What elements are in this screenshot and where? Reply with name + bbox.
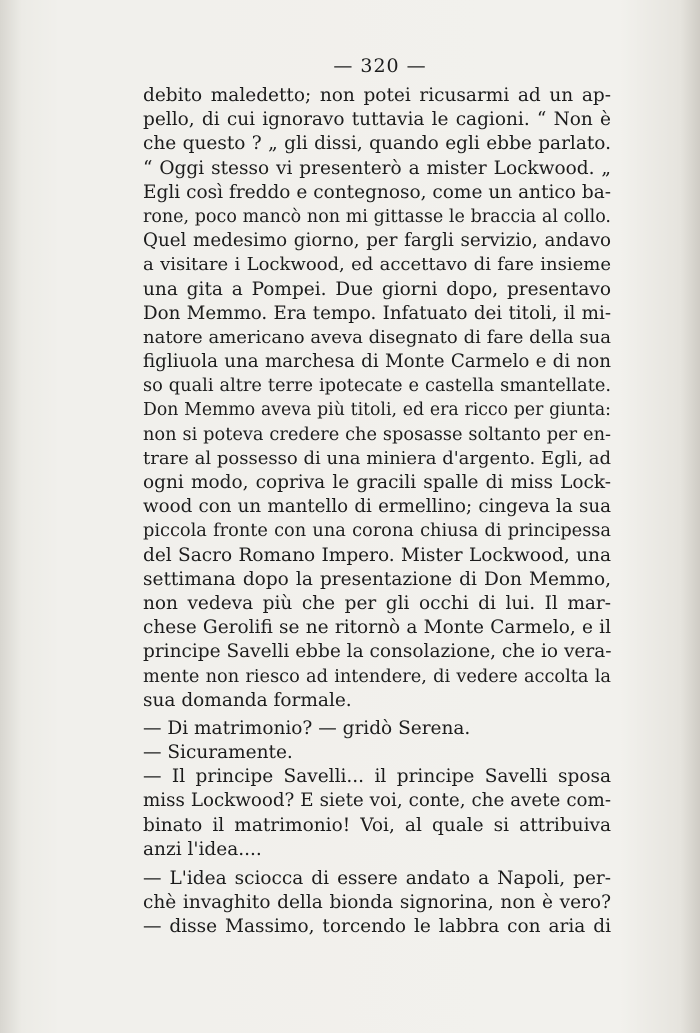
text-line: non si poteva credere che sposasse soltanto per en- xyxy=(143,424,611,445)
text-line: so quali altre terre ipotecate e castella smantellate. xyxy=(143,376,611,397)
main-text xyxy=(143,84,611,940)
text-line: principe Savelli ebbe la consolazione, che io vera- xyxy=(143,641,612,663)
page-number: — 320 — xyxy=(333,55,427,77)
text-line: a visitare i Lockwood, ed accettavo di fare insieme xyxy=(143,254,611,276)
text-line: non vedeva più che per gli occhi di lui. Il mar- xyxy=(143,592,611,614)
text-line: che questo ? „ gli dissi, quando egli ebbe parlato. xyxy=(143,133,611,155)
text-line: mente non riesco ad intendere, di vedere accolta la xyxy=(143,666,611,687)
dialogue-line: miss Lockwood? E siete voi, conte, che avete com- xyxy=(143,790,611,812)
text-line: Don Memmo. Era tempo. Infatuato dei titoli, il mi- xyxy=(143,302,611,324)
text-line: “ Oggi stesso vi presenterò a mister Lockwood. „ xyxy=(143,157,611,179)
dialogue-line: binato il matrimonio! Voi, al quale si attribuiva xyxy=(143,814,611,836)
dialogue-line: — Il principe Savelli... il principe Savelli sposa xyxy=(143,766,611,788)
text-line: wood con un mantello di ermellino; cingeva la sua xyxy=(143,496,611,518)
dialogue-line: — Di matrimonio? — gridò Serena. xyxy=(143,717,471,739)
text-line: Egli così freddo e contegnoso, come un antico ba- xyxy=(143,181,611,203)
text-line: chese Gerolifi se ne ritornò a Monte Carmelo, e il xyxy=(143,617,611,639)
dialogue-line: — L'idea sciocca di essere andato a Napoli, per- xyxy=(143,868,611,889)
text-line: ogni modo, copriva le gracili spalle di miss Lock- xyxy=(143,472,611,493)
text-line: piccola fronte con una corona chiusa di principessa xyxy=(143,521,611,542)
text-line: pello, di cui ignoravo tuttavia le cagioni. “ Non è xyxy=(143,109,611,131)
text-line: Don Memmo aveva più titoli, ed era ricco per giunta: xyxy=(143,400,611,421)
text-line: sua domanda formale. xyxy=(143,689,352,711)
text-line: natore americano aveva disegnato di fare della sua xyxy=(143,326,611,348)
text-line: del Sacro Romano Impero. Mister Lockwood, una xyxy=(143,544,611,566)
text-line: rone, poco mancò non mi gittasse le braccia al collo. xyxy=(143,206,611,227)
text-line: trare al possesso di una miniera d'argento. Egli, ad xyxy=(143,447,611,469)
text-line: debito maledetto; non potei ricusarmi ad un ap- xyxy=(143,85,611,106)
dialogue-line: — Sicuramente. xyxy=(143,742,293,764)
dialogue-line: — disse Massimo, torcendo le labbra con aria di xyxy=(143,916,611,938)
text-line: figliuola una marchesa di Monte Carmelo e di non xyxy=(143,351,611,373)
text-line: una gita a Pompei. Due giorni dopo, presentavo xyxy=(143,278,611,300)
dialogue-line: chè invaghito della bionda signorina, non è vero? xyxy=(143,892,611,914)
text-line: Quel medesimo giorno, per fargli servizio, andavo xyxy=(143,230,611,252)
dialogue-line: anzi l'idea.... xyxy=(143,838,262,860)
text-line: settimana dopo la presentazione di Don Memmo, xyxy=(143,568,611,590)
